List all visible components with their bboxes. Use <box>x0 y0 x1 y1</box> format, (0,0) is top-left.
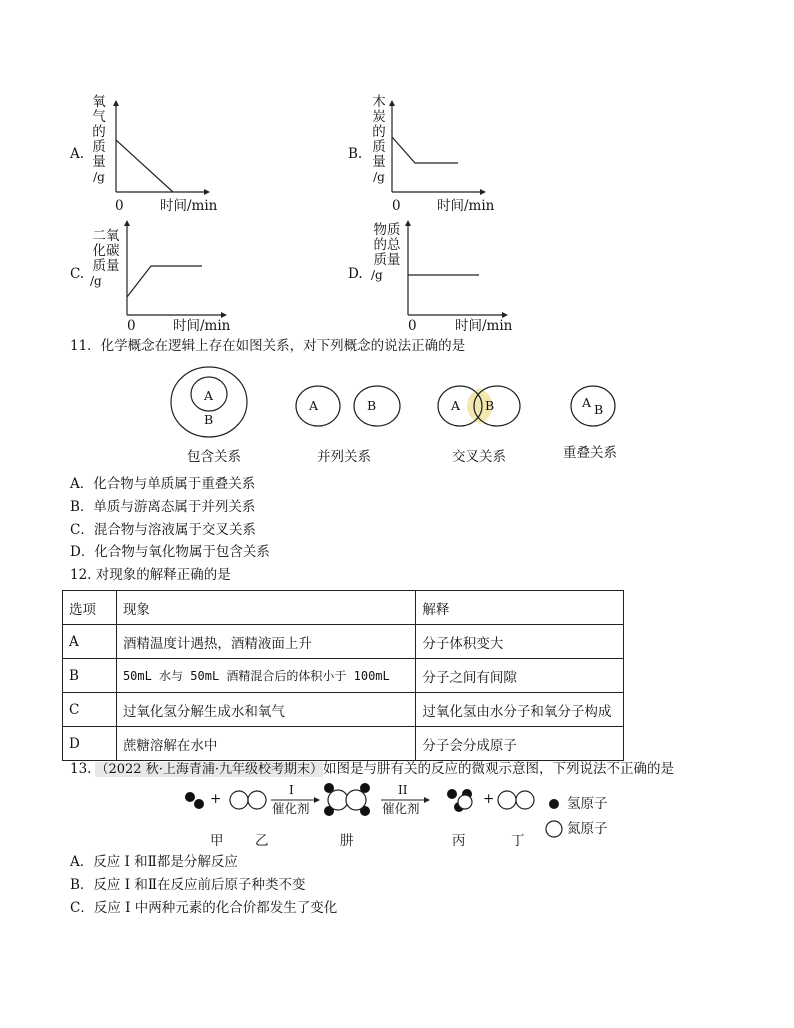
q13-option-a: A．反应 I 和Ⅱ都是分解反应 <box>70 854 238 870</box>
overlap-letter-a: A <box>582 395 592 410</box>
graph-a-ylabel: 氧 气 的 质 量 /g <box>92 94 106 184</box>
graph-c-letter: C. <box>70 266 85 282</box>
graph-c <box>124 220 227 318</box>
parallel-letter-a: A <box>309 398 319 413</box>
graph-a-letter: A. <box>70 146 85 162</box>
q11-option-c: C．混合物与溶液属于交叉关系 <box>70 522 256 538</box>
graph-a-xlabel: 时间/min <box>160 198 218 214</box>
table-header-cell: 现象 <box>116 591 415 625</box>
label-hydrazine: 肼 <box>340 833 354 849</box>
relation-label-parallel: 并列关系 <box>317 449 371 465</box>
arrow2-roman: II <box>398 783 408 797</box>
q13-stem: 如图是与肼有关的反应的微观示意图，下列说法不正确的是 <box>322 761 674 777</box>
table-cell: 分子会分成原子 <box>416 727 624 761</box>
relation-label-overlap: 重叠关系 <box>563 445 617 461</box>
graph-d-ylabel: 物质 的总 质量 /g <box>371 222 401 282</box>
label-ding: 丁 <box>511 833 525 849</box>
arrow2-catalyst: 催化剂 <box>382 801 420 816</box>
q12-stem: 12. 对现象的解释正确的是 <box>70 567 231 583</box>
q11-option-b: B．单质与游离态属于并列关系 <box>70 499 256 515</box>
q11-option-d: D．化合物与氧化物属于包含关系 <box>70 544 270 560</box>
table-row <box>63 625 624 659</box>
table-row <box>63 693 624 727</box>
table-cell: 酒精温度计遇热，酒精液面上升 <box>116 625 415 659</box>
table-cell: C <box>63 693 117 727</box>
table-cell: A <box>63 625 117 659</box>
q13-header <box>70 763 674 777</box>
legend-symbols <box>546 799 562 837</box>
contain-letter-a: A <box>204 388 214 403</box>
molecule-bing <box>447 789 472 812</box>
table-cell: B <box>63 659 117 693</box>
graph-b-letter: B. <box>348 146 363 162</box>
legend-nitrogen-label: 氮原子 <box>567 821 608 837</box>
q11-option-a: A．化合物与单质属于重叠关系 <box>70 476 256 492</box>
table-header-cell: 选项 <box>63 591 117 625</box>
intersect-letter-a: A <box>451 398 461 413</box>
relation-label-contain: 包含关系 <box>187 449 241 465</box>
graph-d-letter: D. <box>348 266 363 282</box>
q12-table <box>62 590 624 761</box>
table-row <box>63 727 624 761</box>
table-cell: 过氧化氢由水分子和氧分子构成 <box>416 693 624 727</box>
molecule-ding <box>498 791 534 809</box>
table-cell: 50mL 水与 50mL 酒精混合后的体积小于 100mL <box>116 659 415 693</box>
molecule-hydrazine <box>324 783 370 816</box>
graph-d-origin: 0 <box>408 318 417 334</box>
graph-c-xlabel: 时间/min <box>173 318 231 334</box>
graph-c-origin: 0 <box>127 318 136 334</box>
legend-hydrogen-label: 氢原子 <box>567 796 608 812</box>
contain-letter-b: B <box>204 412 214 427</box>
intersect-letter-b: B <box>485 398 495 413</box>
graph-a-origin: 0 <box>115 198 124 214</box>
table-cell: 过氧化氢分解生成水和氧气 <box>116 693 415 727</box>
molecule-yi <box>230 791 266 809</box>
q13-option-c: C．反应 I 中两种元素的化合价都发生了变化 <box>70 900 338 916</box>
graph-c-ylabel: 二氧 化碳 质量 /g <box>90 228 120 288</box>
graph-b-origin: 0 <box>392 198 401 214</box>
table-header-cell: 解释 <box>416 591 624 625</box>
table-cell: 分子体积变大 <box>416 625 624 659</box>
graph-d-xlabel: 时间/min <box>455 318 513 334</box>
q11-stem: 11．化学概念在逻辑上存在如图关系，对下列概念的说法正确的是 <box>70 338 466 354</box>
table-cell: 分子之间有间隙 <box>416 659 624 693</box>
table-header-row <box>63 591 624 625</box>
overlap-letter-b: B <box>594 402 604 417</box>
graph-b-xlabel: 时间/min <box>437 198 495 214</box>
graph-d <box>405 220 508 318</box>
label-jia: 甲 <box>210 833 224 849</box>
label-yi: 乙 <box>255 833 269 849</box>
q13-number: 13. <box>70 761 92 777</box>
diagram-overlap <box>571 386 615 426</box>
table-cell: D <box>63 727 117 761</box>
plus-sign-1: + <box>210 791 222 807</box>
parallel-letter-b: B <box>367 398 377 413</box>
q13-option-b: B．反应 I 和Ⅱ在反应前后原子种类不变 <box>70 877 306 893</box>
arrow1-catalyst: 催化剂 <box>272 801 310 816</box>
molecule-jia <box>185 792 204 809</box>
relation-label-intersect: 交叉关系 <box>452 449 506 465</box>
arrow1-roman: I <box>289 783 294 797</box>
table-cell: 蔗糖溶解在水中 <box>116 727 415 761</box>
q13-source-tag: （2022 秋·上海青浦·九年级校考期末） <box>95 762 323 777</box>
plus-sign-2: + <box>483 791 495 807</box>
graph-a <box>113 100 210 195</box>
graph-b-ylabel: 木 炭 的 质 量 /g <box>372 94 386 184</box>
graph-b <box>389 100 486 195</box>
table-row <box>63 659 624 693</box>
label-bing: 丙 <box>452 833 466 849</box>
